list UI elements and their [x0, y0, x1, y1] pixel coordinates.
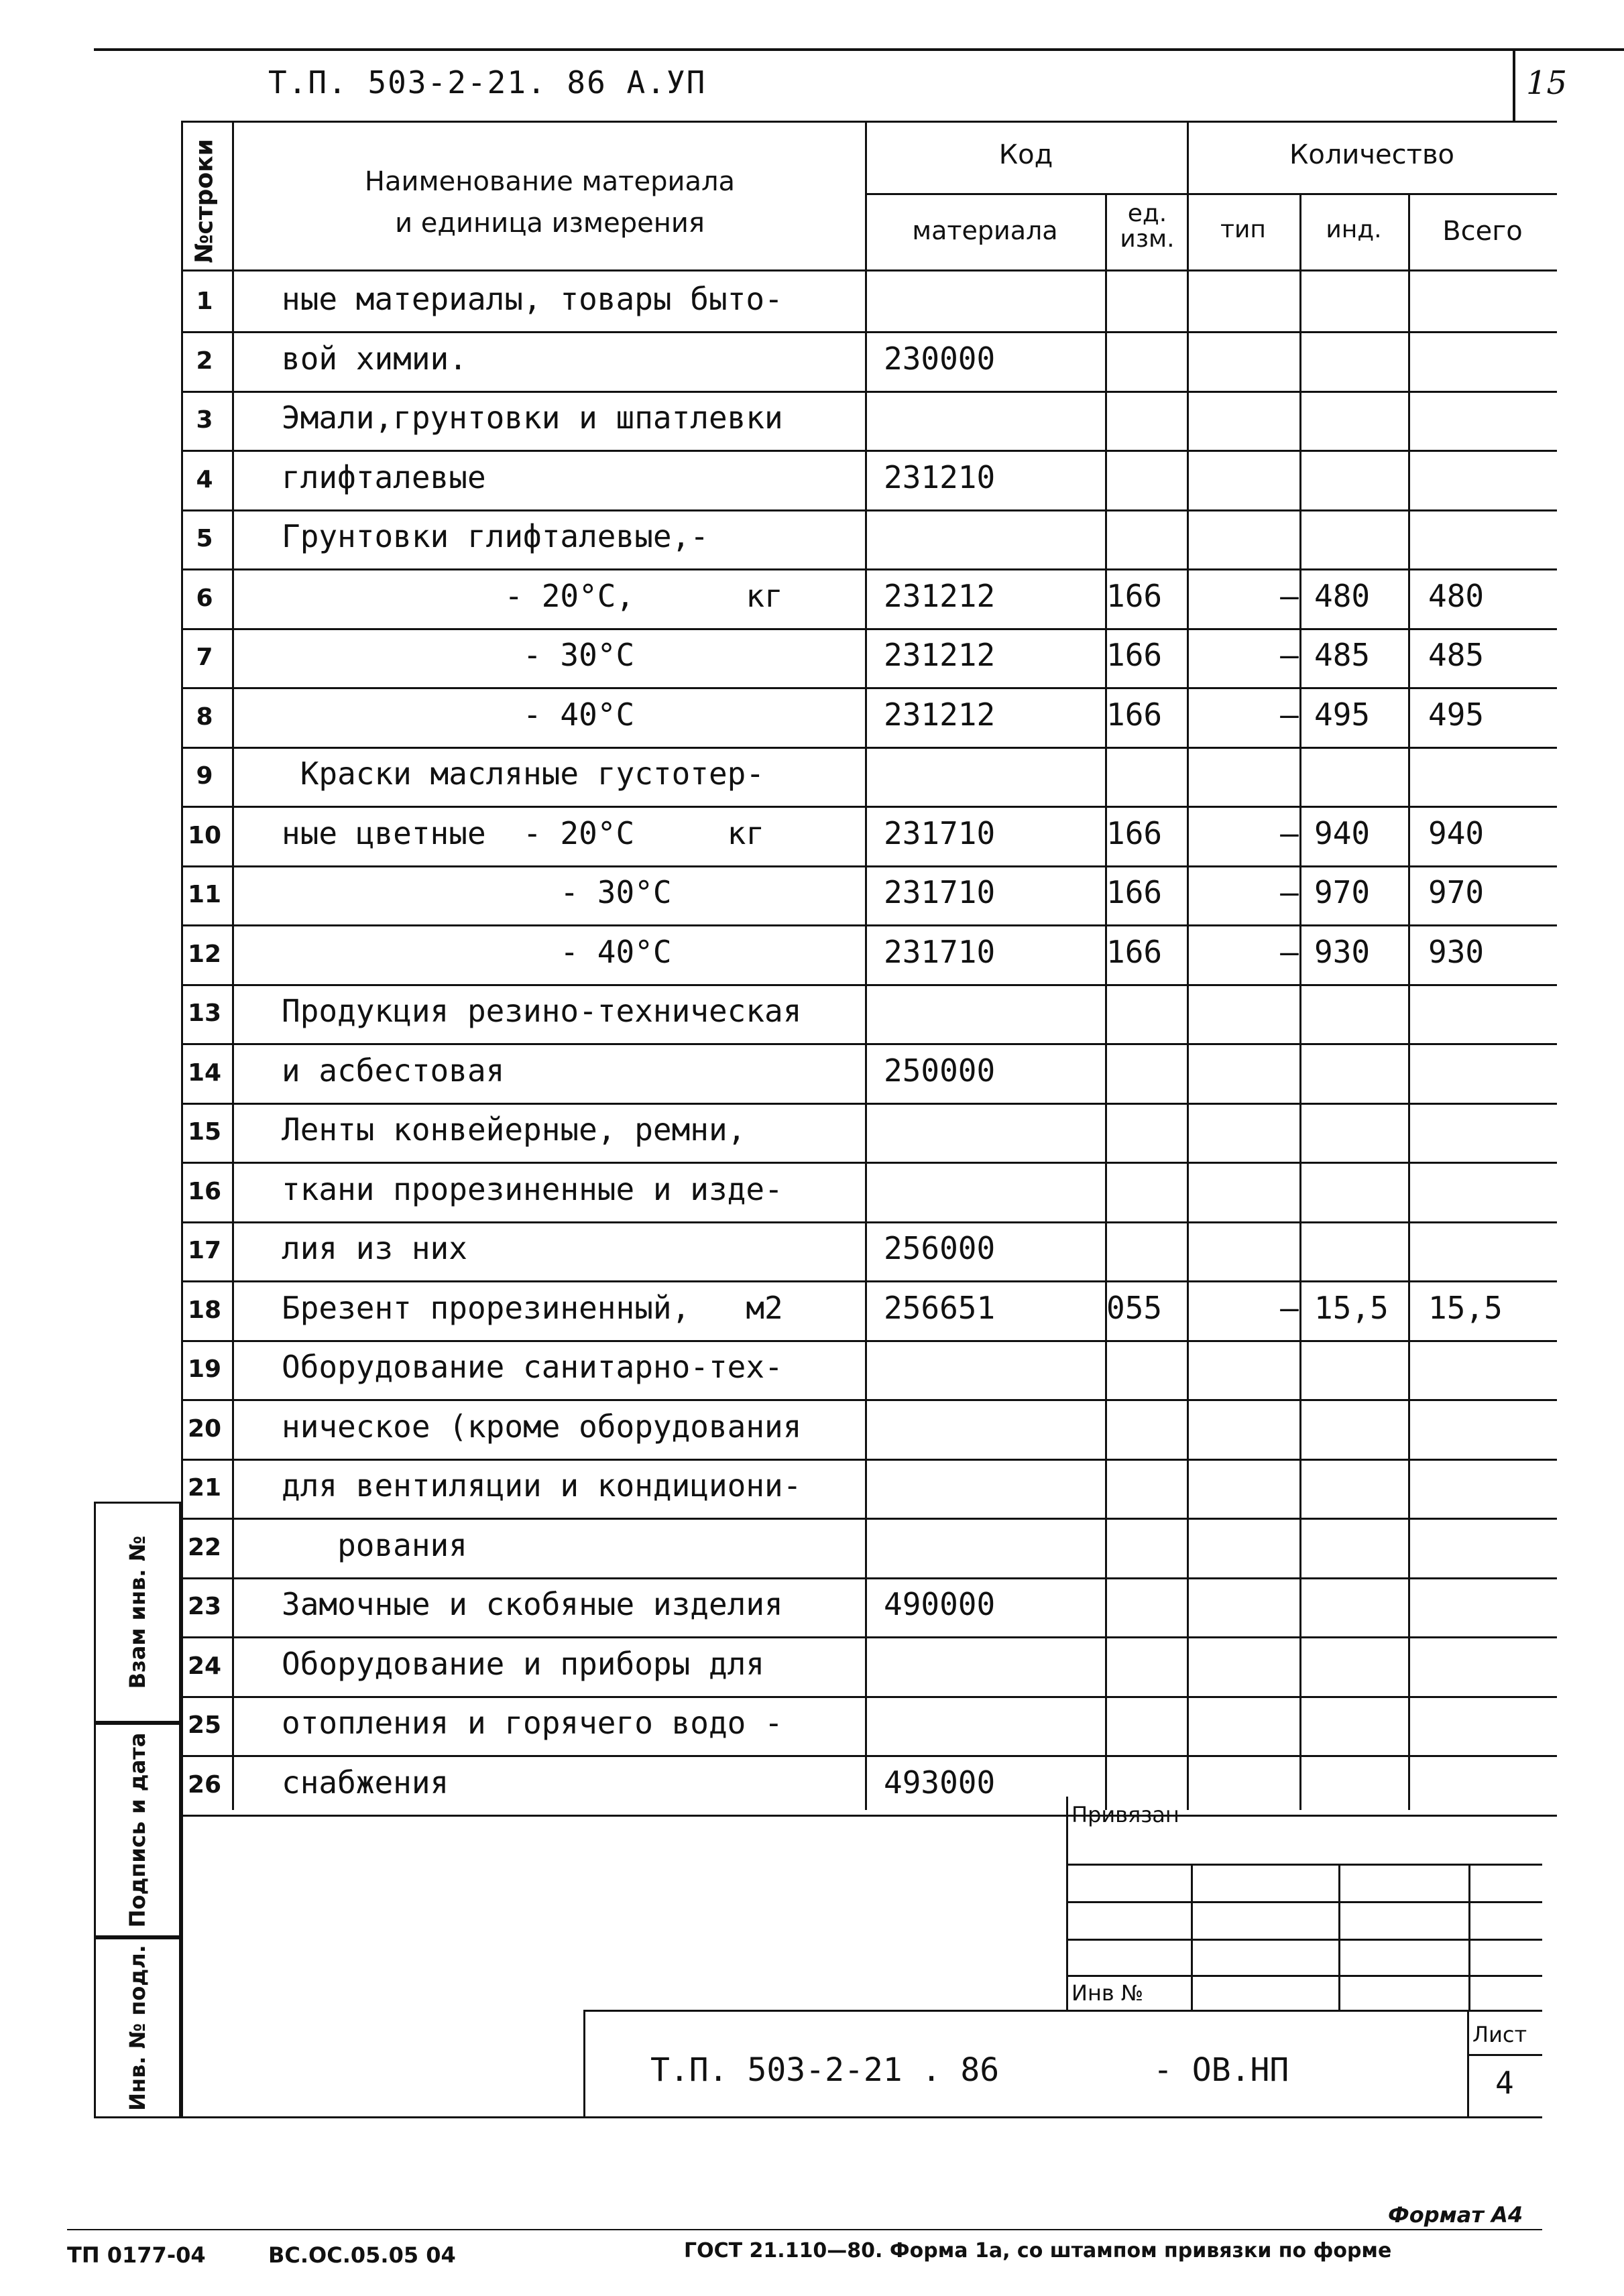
material-code: 250000 — [884, 1052, 996, 1089]
row-number: 1 — [196, 288, 213, 315]
row-number: 23 — [187, 1593, 222, 1620]
row-line — [181, 984, 1557, 986]
qty-type: – — [1280, 578, 1299, 614]
qty-type: – — [1280, 637, 1299, 673]
stamp-bottom-border — [181, 2116, 1542, 2118]
inv-no-label: Инв № — [1071, 1980, 1144, 2006]
col-divider-rowno — [232, 121, 234, 1810]
material-name: - 30°С — [282, 637, 635, 673]
qty-ind: 480 — [1314, 578, 1371, 614]
row-line — [181, 1459, 1557, 1461]
row-line — [181, 865, 1557, 867]
material-name: Эмали,грунтовки и шпатлевки — [282, 400, 783, 436]
footer-code-1: ТП 0177-04 — [67, 2242, 206, 2268]
qty-ind: 930 — [1314, 934, 1371, 970]
row-number: 6 — [196, 585, 213, 612]
table-border-top — [181, 121, 1557, 123]
material-code: 493000 — [884, 1764, 996, 1801]
qty-type: – — [1280, 815, 1299, 851]
header-rule — [94, 48, 1624, 51]
row-number: 20 — [187, 1415, 222, 1443]
material-name: Оборудование и приборы для — [282, 1646, 765, 1682]
list-label: Лист — [1472, 2022, 1527, 2047]
row-number: 26 — [187, 1771, 222, 1799]
row-line — [181, 1221, 1557, 1223]
qty-ind: 940 — [1314, 815, 1371, 851]
material-name: - 20°С, кг — [282, 578, 783, 614]
col-divider-code — [1105, 194, 1107, 1810]
qty-ind: 970 — [1314, 874, 1371, 910]
unit-code: 166 — [1106, 697, 1163, 733]
qty-total: 485 — [1428, 637, 1485, 673]
qty-ind: 485 — [1314, 637, 1371, 673]
material-name: Ленты конвейерные, ремни, — [282, 1111, 746, 1148]
material-name: Брезент прорезиненный, м2 — [282, 1290, 783, 1326]
side-stamp-signature: Подпись и дата — [94, 1723, 181, 1937]
footer-gost: ГОСТ 21.110—80. Форма 1а, со штампом привязки по форме — [684, 2239, 1392, 2262]
unit-code: 166 — [1106, 874, 1163, 910]
header-bottom-line — [181, 269, 1557, 271]
material-name: Краски масляные густотер- — [282, 756, 765, 792]
material-name: для вентиляции и кондициони- — [282, 1467, 802, 1504]
row-number: 15 — [187, 1118, 222, 1146]
header-qty-total: Всего — [1442, 216, 1523, 247]
material-name: Замочные и скобяные изделия — [282, 1586, 783, 1622]
row-line — [181, 924, 1557, 926]
row-number: 9 — [196, 762, 213, 790]
row-number: 22 — [187, 1534, 222, 1561]
header-separator — [1513, 48, 1515, 121]
col-divider-ind — [1408, 194, 1410, 1810]
row-line — [181, 1103, 1557, 1105]
list-cell-left — [1467, 2010, 1469, 2118]
row-line — [181, 1162, 1557, 1164]
row-number: 25 — [187, 1711, 222, 1739]
row-line — [181, 628, 1557, 630]
row-number: 5 — [196, 525, 213, 552]
header-qty-type: тип — [1220, 216, 1266, 243]
material-code: 230000 — [884, 341, 996, 377]
row-number: 12 — [187, 941, 222, 968]
material-code: 231710 — [884, 874, 996, 910]
qty-type: – — [1280, 874, 1299, 910]
row-line — [181, 1043, 1557, 1045]
material-name: Продукция резино-техническая — [282, 993, 802, 1029]
privyazan-line-1 — [1066, 1864, 1542, 1866]
qty-total: 495 — [1428, 697, 1485, 733]
material-name: лия из них — [282, 1230, 467, 1266]
material-name: - 30°С — [282, 874, 672, 910]
title-block-top — [583, 2010, 1542, 2012]
material-code: 490000 — [884, 1586, 996, 1622]
privyazan-line-4 — [1066, 1975, 1542, 1977]
row-line — [181, 747, 1557, 749]
col-divider-unit — [1187, 121, 1189, 1810]
table-border-left — [181, 121, 183, 1823]
qty-ind: 15,5 — [1314, 1290, 1389, 1326]
side-stamp-vzam: Взам инв. № — [94, 1502, 181, 1723]
row-line — [181, 1577, 1557, 1579]
material-name: Грунтовки глифталевые,- — [282, 518, 709, 554]
row-number: 7 — [196, 644, 213, 671]
header-material-name: Наименование материала и единица измерения — [364, 166, 736, 239]
material-name: отопления и горячего водо - — [282, 1705, 783, 1741]
privyazan-line-3 — [1066, 1939, 1542, 1941]
row-line — [181, 687, 1557, 689]
material-code: 256651 — [884, 1290, 996, 1326]
row-number: 18 — [187, 1296, 222, 1324]
privyazan-divider-2 — [1338, 1864, 1340, 2011]
qty-total: 970 — [1428, 874, 1485, 910]
material-code: 231212 — [884, 578, 996, 614]
stamp-left-border — [181, 1797, 183, 2118]
header-row-number: №строки — [190, 139, 219, 263]
row-number: 19 — [187, 1355, 222, 1383]
row-line — [181, 1399, 1557, 1401]
material-code: 231212 — [884, 637, 996, 673]
material-name: - 40°С — [282, 697, 635, 733]
material-name: и асбестовая — [282, 1052, 505, 1089]
row-line — [181, 1696, 1557, 1698]
row-line — [181, 806, 1557, 808]
qty-total: 15,5 — [1428, 1290, 1503, 1326]
row-number: 3 — [196, 406, 213, 434]
unit-code: 166 — [1106, 815, 1163, 851]
row-number: 17 — [187, 1237, 222, 1264]
row-line — [181, 568, 1557, 570]
row-number: 24 — [187, 1652, 222, 1680]
footer-code-2: ВС.ОС.05.05 04 — [268, 2242, 456, 2268]
qty-ind: 495 — [1314, 697, 1371, 733]
material-name: снабжения — [282, 1764, 449, 1801]
row-number: 13 — [187, 1000, 222, 1027]
col-divider-type — [1299, 194, 1301, 1810]
stamp-doc-suffix: - ОВ.НП — [1153, 2051, 1289, 2089]
header-code-unit: ед. изм. — [1120, 200, 1175, 253]
material-name: Оборудование санитарно-тех- — [282, 1349, 783, 1385]
row-line — [181, 1636, 1557, 1638]
sheet-mark: 15 — [1526, 64, 1568, 102]
material-name: ные цветные - 20°С кг — [282, 815, 765, 851]
row-number: 14 — [187, 1059, 222, 1087]
material-name: вой химии. — [282, 341, 467, 377]
qty-type: – — [1280, 697, 1299, 733]
qty-total: 480 — [1428, 578, 1485, 614]
header-split-line — [865, 193, 1557, 195]
stamp-doc-code: Т.П. 503-2-21 . 86 — [650, 2051, 1000, 2089]
document-code: Т.П. 503-2-21. 86 А.УП — [268, 64, 707, 101]
header-code-material: материала — [912, 216, 1058, 245]
material-name: ные материалы, товары быто- — [282, 281, 783, 317]
title-block-left — [583, 2010, 585, 2118]
unit-code: 166 — [1106, 934, 1163, 970]
header-qty-ind: инд. — [1326, 216, 1382, 243]
row-line — [181, 1815, 1557, 1817]
privyazan-divider-3 — [1468, 1864, 1470, 2011]
material-code: 231710 — [884, 815, 996, 851]
material-name: ткани прорезиненные и изде- — [282, 1171, 783, 1207]
row-number: 4 — [196, 466, 213, 493]
row-number: 10 — [187, 822, 222, 849]
row-number: 8 — [196, 703, 213, 731]
privyazan-label: Привязан — [1071, 1802, 1179, 1827]
row-number: 16 — [187, 1178, 222, 1205]
material-code: 231212 — [884, 697, 996, 733]
qty-type: – — [1280, 934, 1299, 970]
privyazan-left-border — [1066, 1797, 1068, 2011]
privyazan-divider-1 — [1191, 1864, 1193, 2011]
row-line — [181, 1280, 1557, 1282]
side-stamp-inv: Инв. № подл. — [94, 1937, 181, 2118]
qty-type: – — [1280, 1290, 1299, 1326]
header-code: Код — [998, 139, 1053, 170]
unit-code: 166 — [1106, 578, 1163, 614]
material-code: 256000 — [884, 1230, 996, 1266]
list-number: 4 — [1495, 2065, 1514, 2101]
qty-total: 930 — [1428, 934, 1485, 970]
row-line — [181, 1340, 1557, 1342]
row-number: 2 — [196, 347, 213, 375]
row-number: 11 — [187, 881, 222, 908]
material-code: 231210 — [884, 459, 996, 495]
row-line — [181, 1755, 1557, 1757]
row-number: 21 — [187, 1474, 222, 1502]
material-name: - 40°С — [282, 934, 672, 970]
row-line — [181, 331, 1557, 333]
material-name: рования — [282, 1527, 467, 1563]
header-quantity: Количество — [1289, 139, 1454, 170]
privyazan-line-2 — [1066, 1901, 1542, 1903]
row-line — [181, 1518, 1557, 1520]
list-cell-divider — [1467, 2054, 1542, 2056]
unit-code: 166 — [1106, 637, 1163, 673]
material-code: 231710 — [884, 934, 996, 970]
row-line — [181, 450, 1557, 452]
row-line — [181, 391, 1557, 393]
format-label: Формат А4 — [1388, 2202, 1523, 2228]
col-divider-name — [865, 121, 867, 1810]
material-name: глифталевые — [282, 459, 486, 495]
footer-rule — [67, 2229, 1542, 2230]
row-line — [181, 509, 1557, 511]
material-name: ническое (кроме оборудования — [282, 1408, 802, 1445]
unit-code: 055 — [1106, 1290, 1163, 1326]
qty-total: 940 — [1428, 815, 1485, 851]
